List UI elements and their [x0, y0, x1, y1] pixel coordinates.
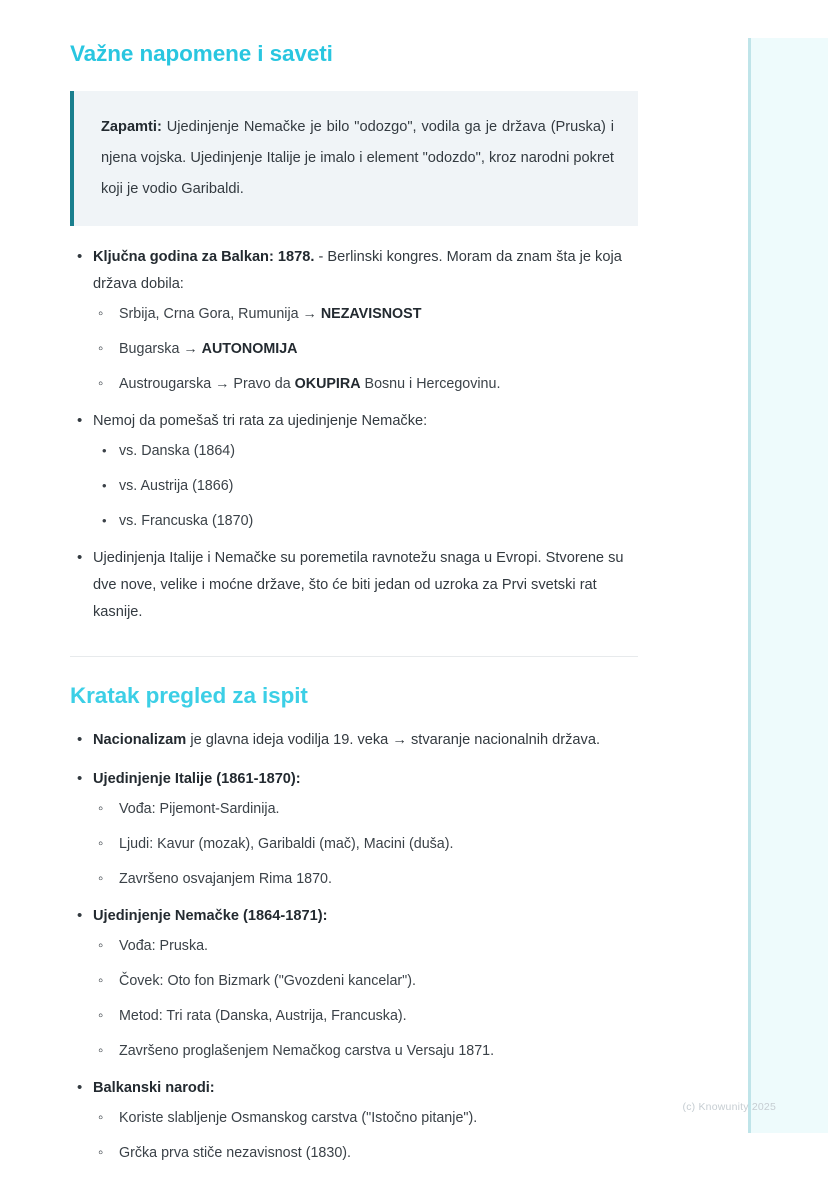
section-kratak-pregled: [70, 683, 638, 1165]
list-item-text: • Ujedinjenja Italije i Nemačke su poremetila ravnotežu snaga u Evropi. Stvorene su dve nove, velike i moćne države, što će biti jedan od uzroka za Prvi svetski rat kasnije.: [93, 550, 624, 620]
sub-list-item: [93, 372, 638, 396]
copyright-watermark: (c) Knowunity 2025: [682, 1101, 776, 1113]
remember-callout-label: Zapamti:: [101, 119, 162, 135]
list-item-lead: Ujedinjenje Nemačke (1864-1871):: [93, 908, 328, 924]
remember-callout: [70, 91, 638, 226]
sub-list-item: • vs. Francuska (1870): [93, 509, 638, 533]
sub-list: [93, 302, 638, 396]
sub-list-item: [93, 337, 638, 361]
sub-list: [93, 934, 638, 1063]
section-title-kratak-pregled: Kratak pregled za ispit: [70, 683, 308, 708]
sub-list-item: • vs. Danska (1864): [93, 439, 638, 463]
sub-list-item: • vs. Austrija (1866): [93, 474, 638, 498]
list-item-text: [93, 408, 638, 435]
list-item-text: [93, 727, 638, 754]
sub-list-item: ◦ Vođa: Pijemont-Sardinija.: [93, 797, 638, 821]
sub-item-bold: OKUPIRA: [294, 376, 361, 392]
sub-list-item: [93, 302, 638, 326]
sub-list-item: ◦ Koriste slabljenje Osmanskog carstva ("Istočno pitanje").: [93, 1106, 638, 1130]
sub-item-post: Bosnu i Hercegovinu.: [360, 376, 501, 392]
sub-item-bold: AUTONOMIJA: [201, 341, 298, 357]
list-item: [70, 244, 638, 396]
list-item-rest: je glavna ideja vodilja 19. veka → stvaranje nacionalnih država.: [186, 732, 601, 748]
notes-list: [70, 244, 638, 626]
list-item: [70, 903, 638, 1063]
sub-list-item: ◦ Metod: Tri rata (Danska, Austrija, Francuska).: [93, 1004, 638, 1028]
sub-list-item: ◦ Završeno proglašenjem Nemačkog carstva u Versaju 1871.: [93, 1039, 638, 1063]
list-item-text: [93, 1075, 638, 1102]
sub-list: [93, 797, 638, 891]
section-title-vazne-napomene: Važne napomene i saveti: [70, 41, 333, 66]
sub-item-pre: Bugarska →: [119, 341, 202, 357]
list-item-lead: Balkanski narodi:: [93, 1080, 215, 1096]
sub-list-item: ◦ Ljudi: Kavur (mozak), Garibaldi (mač), Macini (duša).: [93, 832, 638, 856]
list-item-lead: Ključna godina za Balkan: 1878.: [93, 249, 315, 265]
sub-list-item: ◦ Završeno osvajanjem Rima 1870.: [93, 867, 638, 891]
sub-list-item: ◦ Vođa: Pruska.: [93, 934, 638, 958]
sub-list: [93, 439, 638, 533]
sub-list-item: ◦ Čovek: Oto fon Bizmark ("Gvozdeni kancelar").: [93, 969, 638, 993]
remember-callout-body: Ujedinjenje Nemačke je bilo "odozgo", vodila ga je država (Pruska) i njena vojska. Ujedinjenje Italije je imalo i element "odozdo", kroz narodni pokret koji je vodio Garibaldi.: [101, 119, 614, 197]
right-accent-panel: [748, 38, 828, 1133]
list-item-lead: Nacionalizam: [93, 732, 187, 748]
spacer: [70, 657, 638, 683]
list-item-text: [93, 766, 638, 793]
list-item: [70, 408, 638, 533]
section-vazne-napomene: [70, 0, 638, 657]
document-content: [70, 0, 638, 1177]
list-item-text: [93, 903, 638, 930]
sub-item-bold: NEZAVISNOST: [320, 306, 422, 322]
list-item: [70, 1075, 638, 1165]
list-item-text: [93, 244, 638, 298]
sub-item-pre: Srbija, Crna Gora, Rumunija →: [119, 306, 321, 322]
list-item-rest: - Berlinski kongres. Moram da znam šta je koja država dobila:: [93, 249, 622, 292]
list-item: [70, 545, 638, 626]
sub-item-pre: Austrougarska → Pravo da: [119, 376, 295, 392]
sub-list-item: ◦ Grčka prva stiče nezavisnost (1830).: [93, 1141, 638, 1165]
list-item: [70, 766, 638, 891]
list-item-lead: Ujedinjenje Italije (1861-1870):: [93, 771, 301, 787]
remember-callout-text: [101, 112, 614, 205]
list-item-rest: Nemoj da pomešaš tri rata za ujedinjenje Nemačke:: [93, 413, 428, 429]
list-item: [70, 727, 638, 754]
summary-list: [70, 727, 638, 1165]
sub-list: [93, 1106, 638, 1165]
